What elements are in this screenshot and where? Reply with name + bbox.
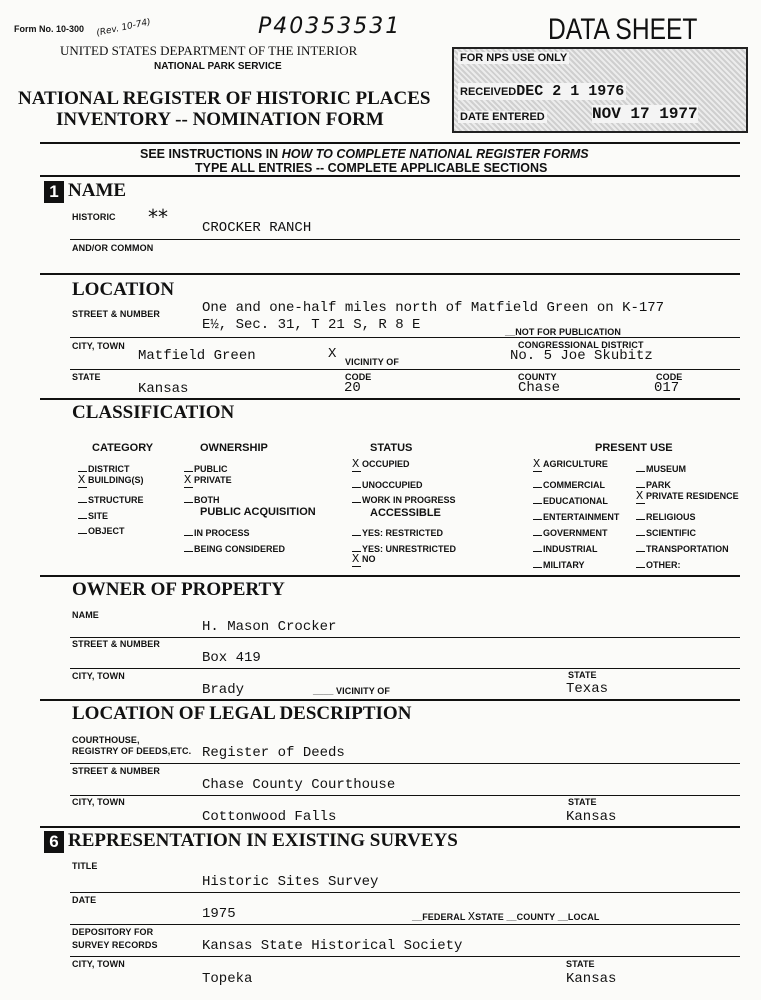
received-stamp: DEC 2 1 1976	[516, 83, 625, 100]
legal-city-label: CITY, TOWN	[72, 797, 125, 807]
present-use-option[interactable]	[636, 539, 729, 554]
divider	[70, 668, 740, 669]
owner-name-value[interactable]: H. Mason Crocker	[202, 619, 337, 635]
acquisition-option[interactable]	[184, 523, 250, 538]
owner-name-label: NAME	[72, 610, 99, 620]
option-label: YES: RESTRICTED	[362, 528, 444, 538]
nps-use-box	[452, 47, 748, 133]
divider	[70, 763, 740, 764]
present-use-option[interactable]	[533, 507, 619, 522]
present-use-option[interactable]	[636, 491, 739, 504]
divider	[40, 175, 740, 177]
vicinity-mark: X	[328, 346, 337, 362]
checkbox-mark[interactable]	[352, 523, 361, 536]
checkbox-mark[interactable]	[78, 521, 87, 534]
ownership-heading: OWNERSHIP	[200, 442, 268, 454]
divider	[70, 369, 740, 370]
checkbox-mark[interactable]	[184, 490, 193, 503]
present-use-option[interactable]	[533, 555, 585, 570]
historic-name-value[interactable]: CROCKER RANCH	[202, 220, 312, 236]
depository-label-line2: SURVEY RECORDS	[72, 940, 158, 950]
checkbox-mark[interactable]: X	[78, 472, 86, 487]
option-label: SITE	[88, 510, 109, 521]
street-value-line2[interactable]: E½, Sec. 31, T 21 S, R 8 E	[202, 317, 421, 333]
historic-label: HISTORIC	[72, 212, 116, 222]
date-entered-label: DATE ENTERED	[460, 111, 545, 123]
congressional-district-label: CONGRESSIONAL DISTRICT	[518, 340, 644, 350]
survey-title-value[interactable]: Historic Sites Survey	[202, 874, 379, 890]
present-use-option[interactable]	[533, 523, 608, 538]
divider	[70, 956, 740, 957]
divider	[40, 575, 740, 577]
not-for-publication: __NOT FOR PUBLICATION	[505, 327, 621, 337]
divider	[70, 637, 740, 638]
divider	[40, 398, 740, 400]
category-option[interactable]	[78, 506, 108, 521]
option-label: RELIGIOUS	[646, 512, 696, 522]
legal-state-label: STATE	[568, 797, 597, 807]
county-value[interactable]: Chase	[518, 380, 561, 396]
option-label: TRANSPORTATION	[646, 544, 729, 554]
option-label: COMMERCIAL	[543, 480, 605, 490]
option-label: UNOCCUPIED	[362, 479, 423, 490]
divider	[40, 826, 740, 828]
survey-state-label: STATE	[566, 959, 595, 969]
accessible-option[interactable]	[352, 554, 376, 567]
present-use-option[interactable]	[533, 539, 598, 554]
owner-street-value[interactable]: Box 419	[202, 650, 261, 666]
present-use-heading: PRESENT USE	[595, 442, 673, 454]
category-option[interactable]	[78, 459, 130, 474]
revision-note: (Rev. 10-74)	[95, 17, 152, 39]
checkbox-mark[interactable]	[533, 491, 542, 504]
section-number: 6	[44, 831, 64, 853]
option-label: YES: UNRESTRICTED	[362, 543, 457, 554]
divider	[40, 142, 740, 144]
city-label: CITY, TOWN	[72, 341, 125, 351]
county-code-label: CODE	[656, 372, 683, 382]
section-number: 1	[44, 181, 64, 203]
survey-date-label: DATE	[72, 895, 97, 905]
form-number: Form No. 10-300	[14, 24, 85, 34]
checkbox-mark[interactable]	[78, 459, 87, 472]
form-title-line2: INVENTORY -- NOMINATION FORM	[56, 109, 384, 130]
ownership-option[interactable]	[184, 490, 220, 505]
option-label: PARK	[646, 480, 671, 490]
public-acquisition-heading: PUBLIC ACQUISITION	[200, 506, 316, 518]
category-option[interactable]	[78, 521, 125, 536]
legal-street-label: STREET & NUMBER	[72, 766, 161, 776]
checkbox-mark[interactable]	[78, 506, 87, 519]
reference-number: P40353531	[258, 14, 402, 39]
option-label: GOVERNMENT	[543, 528, 608, 538]
status-heading: STATUS	[370, 442, 413, 454]
courthouse-label-line2: REGISTRY OF DEEDS,ETC.	[72, 746, 192, 756]
city-value[interactable]: Matfield Green	[138, 348, 256, 364]
owner-vicinity-label: ____ VICINITY OF	[313, 686, 390, 696]
checkbox-mark[interactable]	[636, 523, 645, 536]
legal-city-value[interactable]: Cottonwood Falls	[202, 809, 337, 825]
divider	[70, 239, 740, 240]
present-use-option[interactable]	[636, 523, 696, 538]
owner-state-value[interactable]: Texas	[566, 681, 609, 697]
courthouse-value[interactable]: Register of Deeds	[202, 745, 345, 761]
ownership-option[interactable]	[184, 472, 232, 488]
checkbox-mark[interactable]: X	[636, 489, 644, 503]
state-value[interactable]: Kansas	[138, 381, 189, 397]
divider	[70, 795, 740, 796]
category-option[interactable]	[78, 490, 144, 505]
received-label: RECEIVEDDEC 2 1 1976	[460, 83, 625, 100]
accessible-option[interactable]	[352, 523, 443, 538]
checkbox-mark[interactable]: X	[184, 472, 192, 487]
option-label: WORK IN PROGRESS	[362, 495, 456, 505]
option-label: PUBLIC	[194, 464, 228, 474]
category-heading: CATEGORY	[92, 442, 154, 454]
checkbox-mark[interactable]	[184, 539, 193, 552]
county-label: COUNTY	[518, 372, 557, 382]
present-use-option[interactable]	[636, 507, 696, 522]
date-entered-stamp: NOV 17 1977	[592, 105, 698, 123]
checkbox-mark[interactable]	[636, 539, 645, 552]
accessible-option[interactable]	[352, 539, 456, 554]
option-label: BEING CONSIDERED	[194, 544, 286, 554]
option-label: AGRICULTURE	[543, 459, 608, 469]
category-option[interactable]	[78, 472, 144, 488]
checkbox-mark[interactable]	[636, 475, 645, 488]
option-label: NO	[362, 554, 376, 564]
option-label: BOTH	[194, 495, 220, 505]
survey-state-value[interactable]: Kansas	[566, 971, 617, 987]
legal-state-value[interactable]: Kansas	[566, 809, 617, 825]
checkbox-mark[interactable]	[636, 555, 645, 568]
checkbox-mark[interactable]: X	[533, 457, 541, 471]
option-label: DISTRICT	[88, 464, 130, 474]
checkbox-mark[interactable]	[533, 539, 542, 552]
present-use-option[interactable]	[533, 475, 605, 490]
option-label: OTHER:	[646, 560, 681, 570]
courthouse-label-line1: COURTHOUSE,	[72, 735, 140, 745]
present-use-option[interactable]	[636, 475, 671, 490]
option-label: SCIENTIFIC	[646, 528, 697, 538]
option-label: MILITARY	[543, 560, 585, 570]
checkbox-mark[interactable]: X	[352, 457, 360, 471]
section-location-heading: LOCATION	[72, 279, 175, 300]
department-name: UNITED STATES DEPARTMENT OF THE INTERIOR	[60, 43, 358, 58]
present-use-option[interactable]	[533, 459, 608, 472]
section-owner-heading: OWNER OF PROPERTY	[72, 579, 285, 600]
accessible-heading: ACCESSIBLE	[370, 507, 441, 519]
historic-mark: **	[148, 205, 168, 229]
survey-city-value[interactable]: Topeka	[202, 971, 253, 987]
county-code-value[interactable]: 017	[654, 380, 680, 396]
checkbox-mark[interactable]	[78, 490, 87, 503]
option-label: OBJECT	[88, 526, 125, 536]
congressional-district-value[interactable]: No. 5 Joe Skubitz	[510, 348, 653, 364]
present-use-option[interactable]	[636, 459, 686, 474]
checkbox-mark[interactable]	[533, 475, 542, 488]
owner-city-label: CITY, TOWN	[72, 671, 125, 681]
survey-city-label: CITY, TOWN	[72, 959, 125, 969]
section-classification-heading: CLASSIFICATION	[72, 402, 235, 423]
checkbox-mark[interactable]: X	[352, 552, 360, 566]
section-name-heading: 1 NAME	[44, 180, 126, 203]
section-legal-heading: LOCATION OF LEGAL DESCRIPTION	[72, 703, 412, 724]
checkbox-mark[interactable]	[352, 539, 361, 552]
owner-city-value[interactable]: Brady	[202, 682, 245, 698]
state-code-value[interactable]: 20	[344, 380, 361, 396]
state-code-label: CODE	[345, 372, 372, 382]
ownership-option[interactable]	[184, 459, 228, 474]
option-label: OCCUPIED	[362, 459, 410, 469]
checkbox-mark[interactable]	[533, 523, 542, 536]
option-label: IN PROCESS	[194, 528, 250, 538]
present-use-option[interactable]	[533, 491, 608, 506]
option-label: ENTERTAINMENT	[543, 512, 620, 522]
owner-street-label: STREET & NUMBER	[72, 639, 161, 649]
checkbox-mark[interactable]	[636, 459, 645, 472]
option-label: MUSEUM	[646, 464, 686, 474]
option-label: PRIVATE	[194, 474, 232, 485]
legal-street-value[interactable]: Chase County Courthouse	[202, 777, 396, 793]
checkbox-mark[interactable]	[184, 523, 193, 536]
survey-level-options: __FEDERAL XSTATE __COUNTY __LOCAL	[412, 910, 600, 924]
service-name: NATIONAL PARK SERVICE	[154, 61, 282, 72]
checkbox-mark[interactable]	[184, 459, 193, 472]
section-surveys-heading: 6 REPRESENTATION IN EXISTING SURVEYS	[44, 830, 458, 853]
state-label: STATE	[72, 372, 101, 382]
instructions-line2: TYPE ALL ENTRIES -- COMPLETE APPLICABLE SECTIONS	[195, 161, 548, 175]
divider	[40, 273, 740, 275]
divider	[70, 924, 740, 925]
nps-use-label: FOR NPS USE ONLY	[460, 52, 568, 64]
divider	[40, 699, 740, 701]
checkbox-mark[interactable]	[636, 507, 645, 520]
survey-title-label: TITLE	[72, 861, 98, 871]
option-label: BUILDING(S)	[88, 474, 144, 485]
data-sheet-stamp: DATA SHEET	[548, 13, 698, 46]
checkbox-mark[interactable]	[352, 475, 361, 488]
acquisition-option[interactable]	[184, 539, 285, 554]
instructions-line1: SEE INSTRUCTIONS IN HOW TO COMPLETE NATIONAL REGISTER FORMS	[140, 147, 589, 161]
street-value-line1[interactable]: One and one-half miles north of Matfield Green on K-177	[202, 300, 665, 316]
status-option[interactable]	[352, 459, 410, 472]
form-title-line1: NATIONAL REGISTER OF HISTORIC PLACES	[18, 88, 431, 109]
option-label: STRUCTURE	[88, 495, 144, 505]
checkbox-mark[interactable]	[533, 507, 542, 520]
status-option[interactable]	[352, 490, 456, 505]
present-use-option[interactable]	[636, 555, 681, 570]
common-name-label: AND/OR COMMON	[72, 243, 154, 253]
street-label: STREET & NUMBER	[72, 309, 161, 319]
depository-label-line1: DEPOSITORY FOR	[72, 927, 154, 937]
option-label: PRIVATE RESIDENCE	[646, 491, 739, 501]
status-option[interactable]	[352, 475, 423, 490]
divider	[70, 337, 740, 338]
option-label: INDUSTRIAL	[543, 544, 598, 554]
owner-state-label: STATE	[568, 670, 597, 680]
depository-value[interactable]: Kansas State Historical Society	[202, 938, 463, 954]
checkbox-mark[interactable]	[533, 555, 542, 568]
option-label: EDUCATIONAL	[543, 496, 608, 506]
checkbox-mark[interactable]	[352, 490, 361, 503]
vicinity-label: VICINITY OF	[345, 357, 399, 367]
survey-date-value[interactable]: 1975	[202, 906, 236, 922]
divider	[70, 892, 740, 893]
